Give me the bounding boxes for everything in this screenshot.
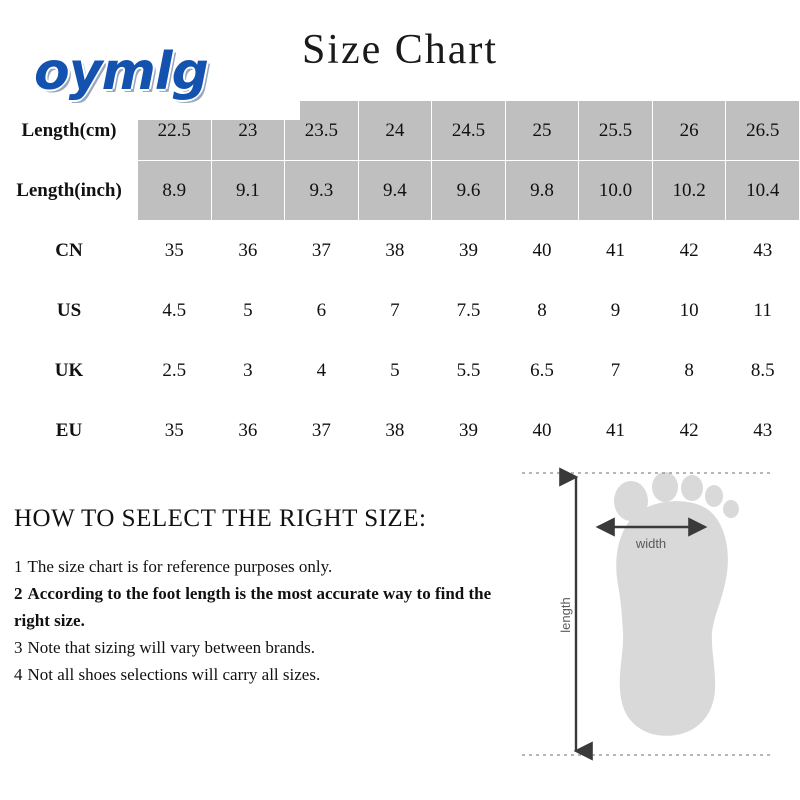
table-cell: 39	[432, 221, 506, 281]
width-label: width	[635, 536, 667, 551]
list-item-number: 3	[14, 638, 23, 657]
how-to-select-list	[14, 553, 494, 688]
how-to-select-heading: HOW TO SELECT THE RIGHT SIZE:	[14, 505, 427, 532]
size-chart-table	[0, 100, 800, 461]
brand-watermark	[28, 28, 300, 120]
table-cell: 38	[358, 221, 432, 281]
table-cell: 35	[138, 221, 212, 281]
size-chart-table-container	[0, 100, 800, 461]
table-cell: 26.5	[726, 101, 800, 161]
table-cell: 7.5	[432, 281, 506, 341]
row-label: Length(cm)	[1, 101, 138, 161]
table-cell: 6	[285, 281, 359, 341]
table-cell: 5	[358, 341, 432, 401]
table-cell: 25	[505, 101, 579, 161]
table-cell: 40	[505, 221, 579, 281]
row-label: UK	[1, 341, 138, 401]
table-cell: 8	[652, 341, 726, 401]
size-chart-table-body	[1, 101, 800, 461]
table-cell: 9.6	[432, 161, 506, 221]
table-cell: 24	[358, 101, 432, 161]
table-cell: 8	[505, 281, 579, 341]
table-row	[1, 341, 800, 401]
row-label: CN	[1, 221, 138, 281]
table-cell: 4	[285, 341, 359, 401]
table-cell: 37	[285, 221, 359, 281]
table-cell: 7	[358, 281, 432, 341]
table-cell: 9	[579, 281, 653, 341]
page-title: Size Chart	[301, 27, 499, 73]
table-cell: 4.5	[138, 281, 212, 341]
list-item-text: Note that sizing will vary between brands.	[27, 638, 316, 657]
table-cell: 22.5	[138, 101, 212, 161]
table-cell: 9.8	[505, 161, 579, 221]
table-cell: 3	[211, 341, 285, 401]
table-cell: 35	[138, 401, 212, 461]
table-cell: 8.9	[138, 161, 212, 221]
table-cell: 9.1	[211, 161, 285, 221]
table-cell: 10	[652, 281, 726, 341]
table-cell: 10.2	[652, 161, 726, 221]
list-item-text: The size chart is for reference purposes only.	[27, 557, 333, 576]
table-cell: 9.3	[285, 161, 359, 221]
table-cell: 23	[211, 101, 285, 161]
table-cell: 6.5	[505, 341, 579, 401]
table-cell: 41	[579, 401, 653, 461]
table-cell: 42	[652, 221, 726, 281]
table-cell: 11	[726, 281, 800, 341]
table-row	[1, 401, 800, 461]
table-cell: 36	[211, 401, 285, 461]
table-cell: 8.5	[726, 341, 800, 401]
table-cell: 37	[285, 401, 359, 461]
table-cell: 10.4	[726, 161, 800, 221]
list-item-text: According to the foot length is the most accurate way to find the right size.	[14, 584, 492, 630]
row-label: EU	[1, 401, 138, 461]
table-cell: 38	[358, 401, 432, 461]
table-cell: 9.4	[358, 161, 432, 221]
table-row	[1, 221, 800, 281]
list-item-number: 4	[14, 665, 23, 684]
table-cell: 2.5	[138, 341, 212, 401]
table-cell: 41	[579, 221, 653, 281]
row-label: US	[1, 281, 138, 341]
table-row	[1, 281, 800, 341]
list-item	[14, 580, 494, 634]
table-cell: 7	[579, 341, 653, 401]
how-to-select-section	[14, 505, 494, 688]
table-cell: 43	[726, 221, 800, 281]
length-label: length	[558, 597, 573, 633]
table-cell: 25.5	[579, 101, 653, 161]
table-cell: 5	[211, 281, 285, 341]
table-cell: 42	[652, 401, 726, 461]
table-row	[1, 161, 800, 221]
table-cell: 43	[726, 401, 800, 461]
foot-shape-icon	[614, 472, 739, 736]
table-cell: 23.5	[285, 101, 359, 161]
foot-measurement-diagram	[500, 455, 790, 785]
list-item-number: 2	[14, 584, 23, 603]
table-cell: 26	[652, 101, 726, 161]
list-item-text: Not all shoes selections will carry all sizes.	[27, 665, 321, 684]
list-item	[14, 553, 494, 580]
list-item	[14, 661, 494, 688]
table-cell: 5.5	[432, 341, 506, 401]
table-cell: 24.5	[432, 101, 506, 161]
table-cell: 10.0	[579, 161, 653, 221]
table-cell: 40	[505, 401, 579, 461]
list-item-number: 1	[14, 557, 23, 576]
row-label: Length(inch)	[1, 161, 138, 221]
list-item	[14, 634, 494, 661]
table-cell: 39	[432, 401, 506, 461]
table-cell: 36	[211, 221, 285, 281]
brand-name: oymlg	[34, 42, 208, 102]
